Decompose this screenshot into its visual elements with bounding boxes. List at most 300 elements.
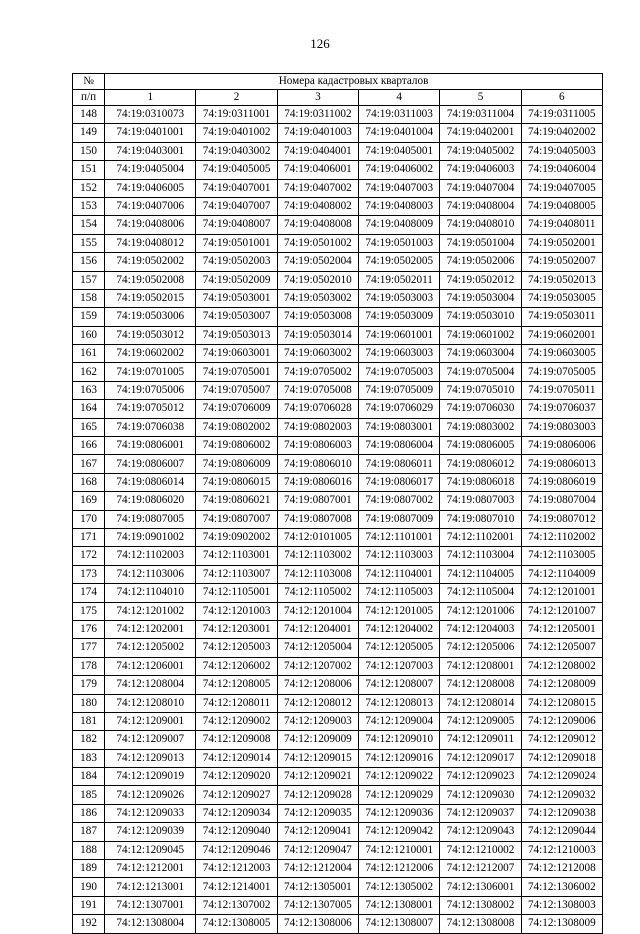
- table-row: [73, 676, 603, 694]
- cadastral-quarter-cell: 74:12:1307002: [196, 896, 277, 914]
- cadastral-quarter-cell: 74:12:1201001: [521, 584, 602, 602]
- row-number: 173: [73, 565, 105, 583]
- header-column-2: 2: [196, 90, 277, 106]
- cadastral-quarter-cell: 74:12:1205004: [277, 639, 358, 657]
- cadastral-quarter-cell: 74:12:1307001: [105, 896, 196, 914]
- cadastral-quarter-cell: 74:12:1209034: [196, 804, 277, 822]
- cadastral-quarter-cell: 74:19:0706009: [196, 400, 277, 418]
- cadastral-quarter-cell: 74:12:1308008: [440, 915, 521, 933]
- row-number: 157: [73, 271, 105, 289]
- cadastral-quarter-cell: 74:19:0705008: [277, 381, 358, 399]
- cadastral-quarter-cell: 74:12:1101001: [359, 528, 440, 546]
- cadastral-quarter-cell: 74:12:1212006: [359, 860, 440, 878]
- cadastral-quarter-cell: 74:12:1209046: [196, 841, 277, 859]
- cadastral-quarter-cell: 74:12:1208006: [277, 676, 358, 694]
- cadastral-quarter-cell: 74:12:1210003: [521, 841, 602, 859]
- table-row: [73, 363, 603, 381]
- cadastral-quarter-cell: 74:19:0706030: [440, 400, 521, 418]
- cadastral-quarter-cell: 74:12:1103005: [521, 547, 602, 565]
- row-number: 184: [73, 768, 105, 786]
- cadastral-quarter-cell: 74:19:0310073: [105, 106, 196, 124]
- cadastral-quarter-cell: 74:12:1103004: [440, 547, 521, 565]
- cadastral-quarter-cell: 74:12:1209016: [359, 749, 440, 767]
- cadastral-quarter-cell: 74:19:0803002: [440, 418, 521, 436]
- cadastral-quarter-cell: 74:19:0601001: [359, 326, 440, 344]
- table-row: [73, 786, 603, 804]
- cadastral-quarter-cell: 74:19:0806004: [359, 437, 440, 455]
- cadastral-quarter-cell: 74:19:0408006: [105, 216, 196, 234]
- cadastral-quarter-cell: 74:12:1306002: [521, 878, 602, 896]
- cadastral-quarter-cell: 74:12:1308009: [521, 915, 602, 933]
- cadastral-quarter-cell: 74:19:0705012: [105, 400, 196, 418]
- cadastral-quarter-cell: 74:19:0603001: [196, 345, 277, 363]
- table-row: [73, 216, 603, 234]
- cadastral-quarter-cell: 74:12:1209047: [277, 841, 358, 859]
- header-column-6: 6: [521, 90, 602, 106]
- cadastral-quarter-cell: 74:19:0502002: [105, 253, 196, 271]
- cadastral-quarter-cell: 74:12:1209039: [105, 823, 196, 841]
- cadastral-quarter-cell: 74:19:0807009: [359, 510, 440, 528]
- row-number: 164: [73, 400, 105, 418]
- cadastral-quarter-cell: 74:12:1103002: [277, 547, 358, 565]
- cadastral-quarter-cell: 74:19:0705004: [440, 363, 521, 381]
- table-row: [73, 473, 603, 491]
- cadastral-quarter-cell: 74:19:0405003: [521, 142, 602, 160]
- cadastral-quarter-cell: 74:12:1206001: [105, 657, 196, 675]
- row-number: 158: [73, 289, 105, 307]
- cadastral-quarter-cell: 74:12:1308003: [521, 896, 602, 914]
- cadastral-quarter-cell: 74:19:0502006: [440, 253, 521, 271]
- row-number: 162: [73, 363, 105, 381]
- cadastral-quarter-cell: 74:12:1212003: [196, 860, 277, 878]
- row-number: 192: [73, 915, 105, 933]
- row-number: 159: [73, 308, 105, 326]
- table-row: [73, 712, 603, 730]
- cadastral-quarter-cell: 74:12:1103003: [359, 547, 440, 565]
- cadastral-quarter-cell: 74:19:0807005: [105, 510, 196, 528]
- cadastral-quarter-cell: 74:12:1102002: [521, 528, 602, 546]
- cadastral-quarter-cell: 74:19:0807010: [440, 510, 521, 528]
- row-number: 176: [73, 620, 105, 638]
- table-row: [73, 860, 603, 878]
- row-number: 168: [73, 473, 105, 491]
- cadastral-quarter-cell: 74:12:1308006: [277, 915, 358, 933]
- table-row: [73, 639, 603, 657]
- row-number: 174: [73, 584, 105, 602]
- cadastral-quarter-cell: 74:19:0311004: [440, 106, 521, 124]
- cadastral-quarter-cell: 74:19:0502001: [521, 234, 602, 252]
- table-row: [73, 179, 603, 197]
- cadastral-quarter-cell: 74:12:1209043: [440, 823, 521, 841]
- cadastral-quarter-cell: 74:19:0503002: [277, 289, 358, 307]
- cadastral-quarter-cell: 74:19:0311002: [277, 106, 358, 124]
- cadastral-quarter-cell: 74:12:1209017: [440, 749, 521, 767]
- cadastral-quarter-cell: 74:19:0501001: [196, 234, 277, 252]
- cadastral-quarter-cell: 74:19:0706028: [277, 400, 358, 418]
- row-number: 181: [73, 712, 105, 730]
- cadastral-quarter-cell: 74:19:0705007: [196, 381, 277, 399]
- row-number: 187: [73, 823, 105, 841]
- cadastral-quarter-cell: 74:19:0405005: [196, 161, 277, 179]
- cadastral-quarter-cell: 74:12:1208009: [521, 676, 602, 694]
- cadastral-quarter-cell: 74:19:0502010: [277, 271, 358, 289]
- cadastral-quarter-cell: 74:19:0406004: [521, 161, 602, 179]
- table-row: [73, 253, 603, 271]
- cadastral-quarter-cell: 74:19:0802003: [277, 418, 358, 436]
- cadastral-quarter-cell: 74:19:0806002: [196, 437, 277, 455]
- cadastral-quarter-cell: 74:12:1209033: [105, 804, 196, 822]
- cadastral-quarter-cell: 74:19:0901002: [105, 528, 196, 546]
- header-column-4: 4: [359, 90, 440, 106]
- cadastral-quarter-cell: 74:12:1209044: [521, 823, 602, 841]
- cadastral-quarter-cell: 74:12:1308001: [359, 896, 440, 914]
- table-row: [73, 381, 603, 399]
- row-number: 150: [73, 142, 105, 160]
- row-number: 171: [73, 528, 105, 546]
- cadastral-quarter-cell: 74:12:1104005: [440, 565, 521, 583]
- cadastral-quarter-cell: 74:19:0602002: [105, 345, 196, 363]
- cadastral-quarter-cell: 74:12:1204001: [277, 620, 358, 638]
- row-number: 179: [73, 676, 105, 694]
- cadastral-quarter-cell: 74:12:1103007: [196, 565, 277, 583]
- row-number: 182: [73, 731, 105, 749]
- cadastral-quarter-cell: 74:19:0408007: [196, 216, 277, 234]
- cadastral-quarter-cell: 74:12:1308007: [359, 915, 440, 933]
- cadastral-quarter-cell: 74:19:0802002: [196, 418, 277, 436]
- row-number: 177: [73, 639, 105, 657]
- cadastral-quarter-cell: 74:19:0502008: [105, 271, 196, 289]
- table-row: [73, 620, 603, 638]
- table-row: [73, 234, 603, 252]
- cadastral-quarter-cell: 74:19:0806003: [277, 437, 358, 455]
- cadastral-quarter-cell: 74:12:1208015: [521, 694, 602, 712]
- cadastral-quarter-cell: 74:12:1201006: [440, 602, 521, 620]
- cadastral-quarter-cell: 74:19:0807003: [440, 492, 521, 510]
- cadastral-quarter-cell: 74:19:0501002: [277, 234, 358, 252]
- table-row: [73, 161, 603, 179]
- cadastral-quarter-cell: 74:19:0705009: [359, 381, 440, 399]
- cadastral-quarter-cell: 74:19:0408009: [359, 216, 440, 234]
- cadastral-quarter-cell: 74:12:1209036: [359, 804, 440, 822]
- cadastral-quarter-cell: 74:19:0806007: [105, 455, 196, 473]
- cadastral-quarter-cell: 74:12:1208005: [196, 676, 277, 694]
- cadastral-quarter-cell: 74:19:0601002: [440, 326, 521, 344]
- cadastral-quarter-cell: 74:12:1103006: [105, 565, 196, 583]
- cadastral-quarter-cell: 74:19:0402002: [521, 124, 602, 142]
- cadastral-quarter-cell: 74:12:1209005: [440, 712, 521, 730]
- cadastral-quarter-cell: 74:12:1209028: [277, 786, 358, 804]
- cadastral-quarter-cell: 74:12:1212004: [277, 860, 358, 878]
- table-row: [73, 510, 603, 528]
- cadastral-quarter-cell: 74:12:1212008: [521, 860, 602, 878]
- cadastral-quarter-cell: 74:19:0806020: [105, 492, 196, 510]
- table-row: [73, 547, 603, 565]
- cadastral-quarter-cell: 74:19:0807008: [277, 510, 358, 528]
- cadastral-quarter-cell: 74:12:1209009: [277, 731, 358, 749]
- row-number: 170: [73, 510, 105, 528]
- cadastral-quarter-cell: 74:19:0401001: [105, 124, 196, 142]
- cadastral-quarter-cell: 74:19:0502015: [105, 289, 196, 307]
- cadastral-quarter-cell: 74:12:1209042: [359, 823, 440, 841]
- cadastral-quarter-cell: 74:19:0705002: [277, 363, 358, 381]
- header-num-label: №: [73, 74, 105, 90]
- table-body: [73, 106, 603, 934]
- cadastral-quarter-cell: 74:19:0502004: [277, 253, 358, 271]
- cadastral-quarter-cell: 74:19:0603005: [521, 345, 602, 363]
- cadastral-quarter-cell: 74:12:1209018: [521, 749, 602, 767]
- table-row: [73, 197, 603, 215]
- row-number: 185: [73, 786, 105, 804]
- row-number: 155: [73, 234, 105, 252]
- cadastral-quarter-cell: 74:19:0407003: [359, 179, 440, 197]
- cadastral-quarter-cell: 74:19:0401002: [196, 124, 277, 142]
- cadastral-quarter-cell: 74:19:0807001: [277, 492, 358, 510]
- row-number: 172: [73, 547, 105, 565]
- table-header: [73, 74, 603, 106]
- cadastral-quarter-cell: 74:19:0311001: [196, 106, 277, 124]
- cadastral-quarter-cell: 74:19:0502009: [196, 271, 277, 289]
- cadastral-quarter-cell: 74:19:0406005: [105, 179, 196, 197]
- cadastral-quarter-cell: 74:19:0503008: [277, 308, 358, 326]
- cadastral-quarter-cell: 74:12:1209021: [277, 768, 358, 786]
- cadastral-quarter-cell: 74:12:1308002: [440, 896, 521, 914]
- cadastral-quarter-cell: 74:19:0603002: [277, 345, 358, 363]
- cadastral-quarter-cell: 74:19:0807007: [196, 510, 277, 528]
- cadastral-quarter-cell: 74:19:0407001: [196, 179, 277, 197]
- row-number: 156: [73, 253, 105, 271]
- table-row: [73, 915, 603, 933]
- table-row: [73, 749, 603, 767]
- cadastral-quarter-cell: 74:12:1213001: [105, 878, 196, 896]
- cadastral-quarter-cell: 74:12:1205007: [521, 639, 602, 657]
- cadastral-quarter-cell: 74:19:0705010: [440, 381, 521, 399]
- table-row: [73, 731, 603, 749]
- cadastral-quarter-cell: 74:12:1202001: [105, 620, 196, 638]
- cadastral-quarter-cell: 74:12:1209001: [105, 712, 196, 730]
- cadastral-quarter-cell: 74:19:0807012: [521, 510, 602, 528]
- cadastral-quarter-cell: 74:12:1209020: [196, 768, 277, 786]
- cadastral-quarter-cell: 74:12:1205001: [521, 620, 602, 638]
- cadastral-quarter-cell: 74:19:0806006: [521, 437, 602, 455]
- cadastral-quarter-cell: 74:12:1104009: [521, 565, 602, 583]
- row-number: 175: [73, 602, 105, 620]
- cadastral-quarter-cell: 74:19:0806015: [196, 473, 277, 491]
- cadastral-quarter-cell: 74:12:1209040: [196, 823, 277, 841]
- cadastral-quarter-cell: 74:19:0806018: [440, 473, 521, 491]
- cadastral-quarter-cell: 74:12:1208002: [521, 657, 602, 675]
- cadastral-quarter-cell: 74:19:0502013: [521, 271, 602, 289]
- table-row: [73, 602, 603, 620]
- header-group-title: Номера кадастровых кварталов: [105, 74, 603, 90]
- cadastral-quarter-cell: 74:12:1208012: [277, 694, 358, 712]
- cadastral-quarter-cell: 74:12:1308005: [196, 915, 277, 933]
- cadastral-quarter-cell: 74:12:1209019: [105, 768, 196, 786]
- cadastral-quarter-cell: 74:19:0407005: [521, 179, 602, 197]
- cadastral-quarter-cell: 74:19:0405002: [440, 142, 521, 160]
- cadastral-quarter-cell: 74:12:1209038: [521, 804, 602, 822]
- cadastral-quarter-cell: 74:19:0403002: [196, 142, 277, 160]
- cadastral-quarter-cell: 74:19:0502011: [359, 271, 440, 289]
- cadastral-quarter-cell: 74:19:0501004: [440, 234, 521, 252]
- cadastral-quarter-cell: 74:19:0403001: [105, 142, 196, 160]
- cadastral-quarter-cell: 74:19:0407002: [277, 179, 358, 197]
- row-number: 148: [73, 106, 105, 124]
- cadastral-quarter-cell: 74:12:1209014: [196, 749, 277, 767]
- table-row: [73, 768, 603, 786]
- cadastral-quarter-cell: 74:12:1209032: [521, 786, 602, 804]
- cadastral-quarter-cell: 74:12:1305002: [359, 878, 440, 896]
- cadastral-quarter-cell: 74:12:1209002: [196, 712, 277, 730]
- cadastral-quarter-cell: 74:19:0705001: [196, 363, 277, 381]
- cadastral-quarter-cell: 74:19:0806016: [277, 473, 358, 491]
- cadastral-quarter-cell: 74:19:0502003: [196, 253, 277, 271]
- cadastral-quarter-cell: 74:12:1205005: [359, 639, 440, 657]
- cadastral-quarter-cell: 74:12:1209013: [105, 749, 196, 767]
- cadastral-quarter-cell: 74:12:1105001: [196, 584, 277, 602]
- cadastral-quarter-cell: 74:12:1206002: [196, 657, 277, 675]
- table-row: [73, 289, 603, 307]
- table-row: [73, 326, 603, 344]
- row-number: 160: [73, 326, 105, 344]
- cadastral-quarter-cell: 74:19:0408003: [359, 197, 440, 215]
- cadastral-quarter-cell: 74:12:1208011: [196, 694, 277, 712]
- cadastral-quarter-cell: 74:19:0503006: [105, 308, 196, 326]
- cadastral-quarter-cell: 74:12:1103008: [277, 565, 358, 583]
- cadastral-quarter-cell: 74:19:0806017: [359, 473, 440, 491]
- table-row: [73, 400, 603, 418]
- cadastral-quarter-cell: 74:19:0503013: [196, 326, 277, 344]
- row-number: 186: [73, 804, 105, 822]
- cadastral-quarter-cell: 74:12:1209007: [105, 731, 196, 749]
- cadastral-quarter-cell: 74:19:0706029: [359, 400, 440, 418]
- cadastral-quarter-cell: 74:12:1208008: [440, 676, 521, 694]
- cadastral-quarter-cell: 74:19:0806013: [521, 455, 602, 473]
- cadastral-quarter-cell: 74:12:1201004: [277, 602, 358, 620]
- cadastral-quarter-cell: 74:19:0503011: [521, 308, 602, 326]
- cadastral-quarter-cell: 74:19:0404001: [277, 142, 358, 160]
- cadastral-quarter-cell: 74:19:0405004: [105, 161, 196, 179]
- cadastral-quarter-cell: 74:12:1208010: [105, 694, 196, 712]
- table-row: [73, 124, 603, 142]
- cadastral-quarters-table: [72, 73, 603, 934]
- row-number: 161: [73, 345, 105, 363]
- row-number: 189: [73, 860, 105, 878]
- cadastral-quarter-cell: 74:12:1209012: [521, 731, 602, 749]
- cadastral-quarter-cell: 74:19:0806005: [440, 437, 521, 455]
- table-row: [73, 492, 603, 510]
- cadastral-quarter-cell: 74:12:1209027: [196, 786, 277, 804]
- table-row: [73, 106, 603, 124]
- cadastral-quarter-cell: 74:12:0101005: [277, 528, 358, 546]
- cadastral-quarter-cell: 74:19:0407006: [105, 197, 196, 215]
- row-number: 163: [73, 381, 105, 399]
- cadastral-quarter-cell: 74:12:1209011: [440, 731, 521, 749]
- cadastral-quarter-cell: 74:19:0705003: [359, 363, 440, 381]
- table-row: [73, 841, 603, 859]
- page-number: 126: [310, 36, 330, 51]
- cadastral-quarter-cell: 74:12:1103001: [196, 547, 277, 565]
- header-num-sub-label: п/п: [73, 90, 105, 106]
- cadastral-quarter-cell: 74:19:0503012: [105, 326, 196, 344]
- table-row: [73, 657, 603, 675]
- cadastral-quarter-cell: 74:12:1210001: [359, 841, 440, 859]
- cadastral-quarter-cell: 74:19:0706038: [105, 418, 196, 436]
- cadastral-quarter-cell: 74:19:0503014: [277, 326, 358, 344]
- cadastral-quarter-cell: 74:19:0402001: [440, 124, 521, 142]
- cadastral-quarter-cell: 74:12:1105002: [277, 584, 358, 602]
- table-row: [73, 528, 603, 546]
- cadastral-quarter-cell: 74:19:0806009: [196, 455, 277, 473]
- cadastral-quarter-cell: 74:19:0408011: [521, 216, 602, 234]
- cadastral-quarter-cell: 74:19:0311005: [521, 106, 602, 124]
- cadastral-quarter-cell: 74:19:0902002: [196, 528, 277, 546]
- cadastral-quarter-cell: 74:12:1306001: [440, 878, 521, 896]
- cadastral-quarter-cell: 74:12:1209023: [440, 768, 521, 786]
- cadastral-quarter-cell: 74:19:0806011: [359, 455, 440, 473]
- cadastral-quarter-cell: 74:19:0806019: [521, 473, 602, 491]
- table-row: [73, 694, 603, 712]
- cadastral-quarter-cell: 74:19:0806014: [105, 473, 196, 491]
- row-number: 166: [73, 437, 105, 455]
- cadastral-quarter-cell: 74:19:0503001: [196, 289, 277, 307]
- table-row: [73, 418, 603, 436]
- cadastral-quarter-cell: 74:19:0503004: [440, 289, 521, 307]
- cadastral-quarter-cell: 74:19:0311003: [359, 106, 440, 124]
- cadastral-quarter-cell: 74:19:0401004: [359, 124, 440, 142]
- table-row: [73, 455, 603, 473]
- cadastral-quarter-cell: 74:12:1104010: [105, 584, 196, 602]
- cadastral-quarter-cell: 74:19:0401003: [277, 124, 358, 142]
- cadastral-quarter-cell: 74:19:0407004: [440, 179, 521, 197]
- cadastral-quarter-cell: 74:19:0705011: [521, 381, 602, 399]
- cadastral-quarter-cell: 74:19:0408010: [440, 216, 521, 234]
- cadastral-quarter-cell: 74:19:0803003: [521, 418, 602, 436]
- cadastral-quarter-cell: 74:12:1208001: [440, 657, 521, 675]
- cadastral-quarter-cell: 74:12:1209004: [359, 712, 440, 730]
- row-number: 191: [73, 896, 105, 914]
- cadastral-quarter-cell: 74:12:1201003: [196, 602, 277, 620]
- table-row: [73, 565, 603, 583]
- cadastral-quarter-cell: 74:19:0503007: [196, 308, 277, 326]
- table-row: [73, 271, 603, 289]
- cadastral-quarter-cell: 74:19:0603004: [440, 345, 521, 363]
- cadastral-quarter-cell: 74:12:1204002: [359, 620, 440, 638]
- cadastral-quarter-cell: 74:12:1210002: [440, 841, 521, 859]
- header-column-5: 5: [440, 90, 521, 106]
- cadastral-quarter-cell: 74:12:1209026: [105, 786, 196, 804]
- row-number: 154: [73, 216, 105, 234]
- cadastral-quarter-cell: 74:19:0406003: [440, 161, 521, 179]
- cadastral-quarter-cell: 74:12:1307005: [277, 896, 358, 914]
- cadastral-quarter-cell: 74:19:0806021: [196, 492, 277, 510]
- cadastral-quarter-cell: 74:12:1209022: [359, 768, 440, 786]
- table-row: [73, 823, 603, 841]
- row-number: 188: [73, 841, 105, 859]
- cadastral-quarter-cell: 74:12:1105003: [359, 584, 440, 602]
- table-row: [73, 142, 603, 160]
- cadastral-quarter-cell: 74:12:1201007: [521, 602, 602, 620]
- row-number: 190: [73, 878, 105, 896]
- cadastral-quarter-cell: 74:19:0503009: [359, 308, 440, 326]
- cadastral-quarter-cell: 74:12:1208004: [105, 676, 196, 694]
- table-row: [73, 308, 603, 326]
- cadastral-quarter-cell: 74:19:0503005: [521, 289, 602, 307]
- table-row: [73, 804, 603, 822]
- cadastral-quarter-cell: 74:19:0807002: [359, 492, 440, 510]
- cadastral-quarter-cell: 74:19:0408002: [277, 197, 358, 215]
- cadastral-quarter-cell: 74:12:1305001: [277, 878, 358, 896]
- cadastral-quarter-cell: 74:19:0602001: [521, 326, 602, 344]
